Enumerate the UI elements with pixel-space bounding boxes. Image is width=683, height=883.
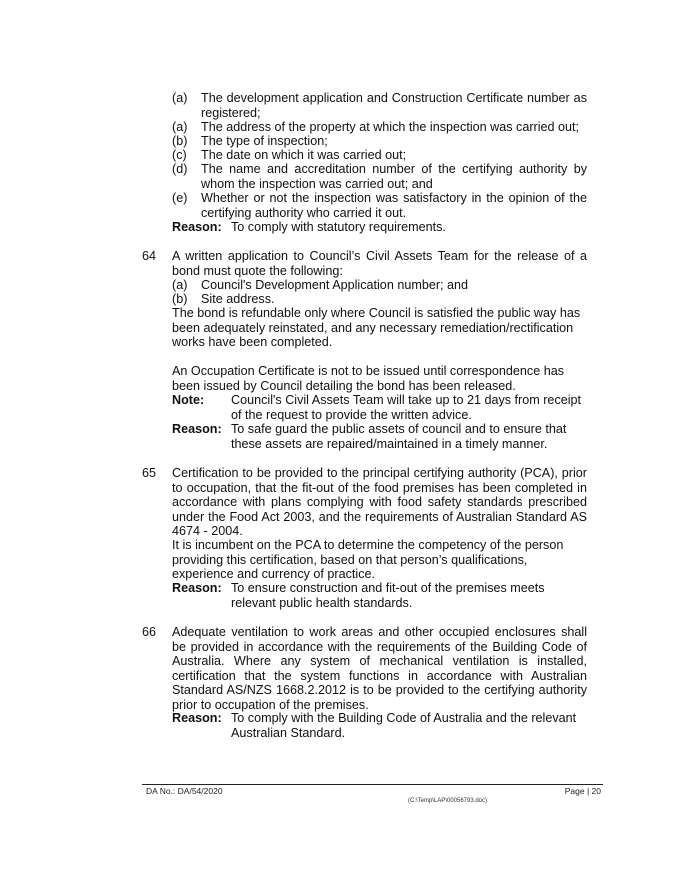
condition-number: 64 [142,249,157,263]
list-item-text: Whether or not the inspection was satisfactory in the opinion of the certifying authority who carried it out. [201,191,587,220]
condition-66-para1: Adequate ventilation to work areas and other occupied enclosures shall be provided in accordance with the requirements of the Building Code of Australia. Where any system of mechanical ventilation is installed, certification that the system functions in accordance with Australian Standard AS/NZS 1668.2.2012 is to be provided to the certifying authority prior to occupation of the premises. [172,625,587,712]
note-text: Council's Civil Assets Team will take up to 21 days from receipt of the request to provide the written advice. [231,393,582,422]
condition-number: 65 [142,466,157,480]
list-item-label: (a) [172,278,188,292]
list-item-text: Council's Development Application number; and [201,278,469,292]
list-item-label: (c) [172,148,187,162]
list-item-text: The date on which it was carried out; [201,148,407,162]
condition-64-para1: The bond is refundable only where Council is satisfied the public way has been adequately reinstated, and any necessary remediation/rectification works have been completed. [172,306,581,349]
reason-text: To comply with statutory requirements. [231,220,446,234]
list-item-label: (a) [172,91,188,105]
condition-65-para2: It is incumbent on the PCA to determine the competency of the person providing this certification, based on that person’s qualifications, experience and currency of practice. [172,538,564,581]
list-item-label: (d) [172,162,188,176]
list-item-text: The type of inspection; [201,134,328,148]
condition-65-para1: Certification to be provided to the principal certifying authority (PCA), prior to occupation, that the fit-out of the food premises has been completed in accordance with plans complying with food safety standards prescribed under the Food Act 2003, and the requirements of Australian Standard AS 4674 - 2004. [172,466,587,538]
condition-64-intro: A written application to Council’s Civil Assets Team for the release of a bond must quote the following: [172,249,587,278]
condition-number: 66 [142,625,157,639]
reason-label: Reason: [172,711,222,725]
reason-text: To ensure construction and fit-out of the premises meets relevant public health standards. [231,581,545,610]
condition-64-para2: An Occupation Certificate is not to be issued until correspondence has been issued by Council detailing the bond has been released. [172,364,565,393]
list-item-text: The address of the property at which the inspection was carried out; [201,120,580,134]
note-label: Note: [172,393,205,407]
list-item-label: (b) [172,292,188,306]
reason-label: Reason: [172,220,222,234]
list-item-text: Site address. [201,292,275,306]
footer-page-number: Page | 20 [564,786,601,796]
footer-file-path: (C:\Temp\LAP\00056793.doc) [407,798,488,804]
reason-text: To safe guard the public assets of council and to ensure that these assets are repaired/maintained in a timely manner. [231,422,567,451]
footer-divider [142,784,603,785]
list-item-label: (b) [172,134,188,148]
reason-label: Reason: [172,422,222,436]
list-item-text: The development application and Construction Certificate number as registered; [201,91,587,120]
footer-da-number: DA No.: DA/54/2020 [146,786,223,796]
list-item-label: (e) [172,191,188,205]
list-item-text: The name and accreditation number of the certifying authority by whom the inspection was carried out; and [201,162,587,191]
reason-text: To comply with the Building Code of Australia and the relevant Australian Standard. [231,711,577,740]
reason-label: Reason: [172,581,222,595]
list-item-label: (a) [172,120,188,134]
